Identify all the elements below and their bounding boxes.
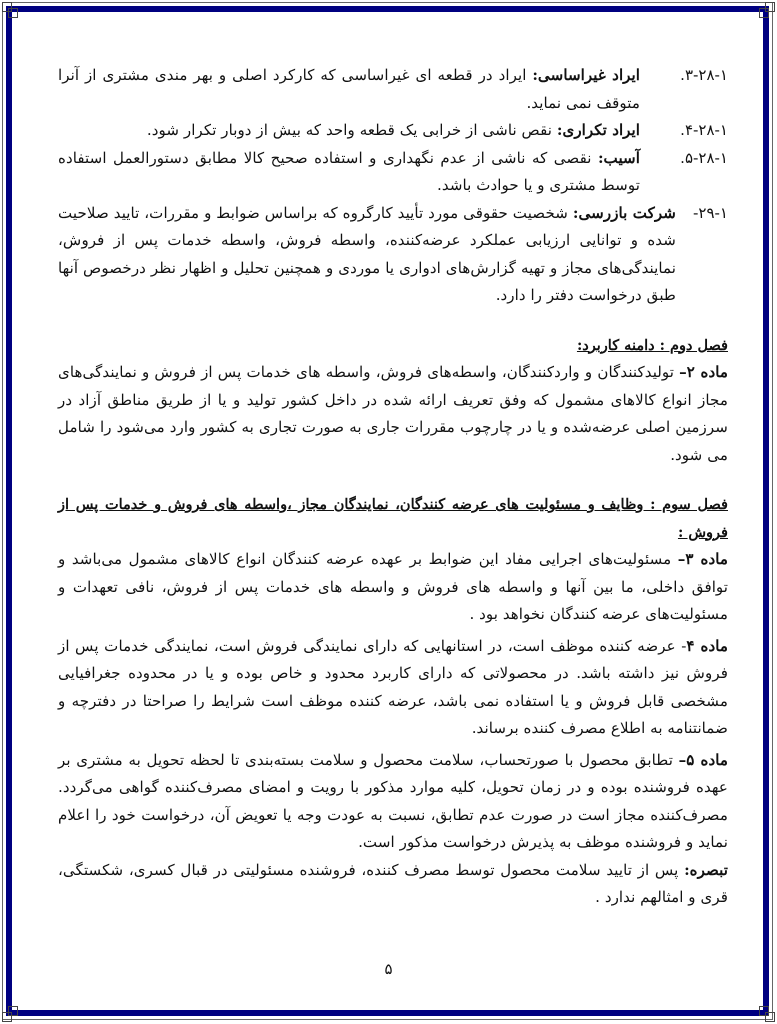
note (58, 857, 728, 912)
article-2 (58, 359, 728, 469)
article-label: ماده ۳– (677, 550, 728, 568)
item-number: ۲۹-۱- (692, 203, 728, 222)
definition-item (58, 62, 728, 117)
spacer (58, 310, 728, 332)
item-term: ایراد تکراری: (556, 121, 640, 139)
item-text: نقص ناشی از خرابی یک قطعه واحد که بیش از دوبار تکرار شود. (146, 121, 557, 139)
article-5 (58, 747, 728, 857)
item-term: شرکت بازرسی: (572, 203, 676, 222)
article-text: مسئولیت‌های اجرایی مفاد این ضوابط بر عهده عرضه کنندگان انواع کالاهای مشمول می‌باشد و توافق داخلی، ما بین آنها و واسطه های فروش و واسطه های خدمات پس از فروش، نافی تعهدات و مسئولیت‌های عرضه کنندگان نخواهد بود . (58, 550, 728, 623)
item-text: نقصی که ناشی از عدم نگهداری و استفاده صحیح کالا مطابق دستورالعمل استفاده توسط مشتری و یا حوادث باشد. (58, 148, 640, 194)
article-text: - عرضه کننده موظف است، در استانهایی که دارای نمایندگی فروش است، نمایندگی خدمات پس از فروش نیز داشته باشد. در محصولاتی که دارای کاربرد محدود و خاص بوده و یا در محدوده جغرافیایی مشخصی قابل فروش و یا استفاده نمی باشد، عرضه کننده موظف است شرایط را صراحتا در دفترچه و ضمانتنامه به اطلاع مصرف کننده برساند. (58, 636, 728, 737)
item-number: ۴-۲۸-۱. (680, 121, 728, 139)
spacer (58, 469, 728, 491)
item-term: ایراد غیراساسی: (532, 66, 640, 84)
border-corner-ornament (8, 8, 18, 18)
article-text: تولیدکنندگان و واردکنندگان، واسطه‌های فروش، واسطه های خدمات پس از فروش و نمایندگی‌های مجاز انواع کالاهای مشمول که وفق تعریف ارائه شده در داخل کشور تولید و یا از طریق مناطق آزاد در سرزمین اصلی عرضه‌شده و یا در چارچوب مقررات جاری به صورت تجاری به کشور وارد می‌شود را شامل می شود. (58, 363, 728, 464)
article-3 (58, 546, 728, 629)
border-corner-ornament (8, 1006, 18, 1016)
chapter-3-heading: فصل سوم : وظایف و مسئولیت های عرضه کنندگان، نمایندگان مجاز ،واسطه های فروش و خدمات پس از فروش : (58, 496, 728, 541)
item-number: ۵-۲۸-۱. (680, 148, 728, 167)
article-label: ماده ۴ (686, 636, 728, 655)
note-text: پس از تایید سلامت محصول توسط مصرف کننده، فروشنده مسئولیتی در قبال کسری، شکستگی، قری و امثالهم ندارد . (58, 860, 728, 906)
note-label: تبصره: (684, 860, 728, 879)
definition-item-29 (58, 200, 728, 310)
article-text: تطابق محصول با صورتحساب، سلامت محصول و سلامت بسته‌بندی تا لحظه تحویل به مشتری بر عهده فروشنده بوده و در زمان تحویل، کلیه موارد مذکور با رویت و امضای مصرف‌کننده گواهی می‌گردد. مصرف‌کننده مجاز است در صورت عدم تطابق، نسبت به عودت وجه یا تعویض آن، درخواست خود را اعلام نماید و فروشنده موظف به پذیرش درخواست مذکور است. (58, 750, 728, 851)
definition-item (58, 117, 728, 145)
item-term: آسیب: (597, 148, 640, 167)
border-corner-ornament (759, 1006, 769, 1016)
article-4 (58, 633, 728, 743)
item-text: شخصیت حقوقی مورد تأیید کارگروه که براساس ضوابط و مقررات، تایید صلاحیت شده و توانایی ارزیابی عملکرد عرضه‌کننده، واسطه فروش، واسطه خدمات پس از فروش، نمایندگی‌های مجاز و تهیه گزارش‌های ادواری یا موردی و همچنین تحلیل و اظهار نظر درخصوص آنها طبق درخواست دفتر را دارد. (58, 203, 676, 304)
item-number: ۳-۲۸-۱. (680, 66, 728, 84)
border-corner-ornament (759, 8, 769, 18)
document-body (58, 62, 728, 912)
article-label: ماده ۲– (679, 363, 728, 381)
chapter-2-heading: فصل دوم : دامنه کاربرد: (576, 336, 728, 354)
item-text: ایراد در قطعه ای غیراساسی که کارکرد اصلی و بهر مندی مشتری از آنرا متوقف نمی نماید. (58, 66, 640, 112)
article-label: ماده ۵– (678, 750, 728, 769)
page-number: ۵ (384, 960, 393, 978)
definition-item (58, 145, 728, 200)
